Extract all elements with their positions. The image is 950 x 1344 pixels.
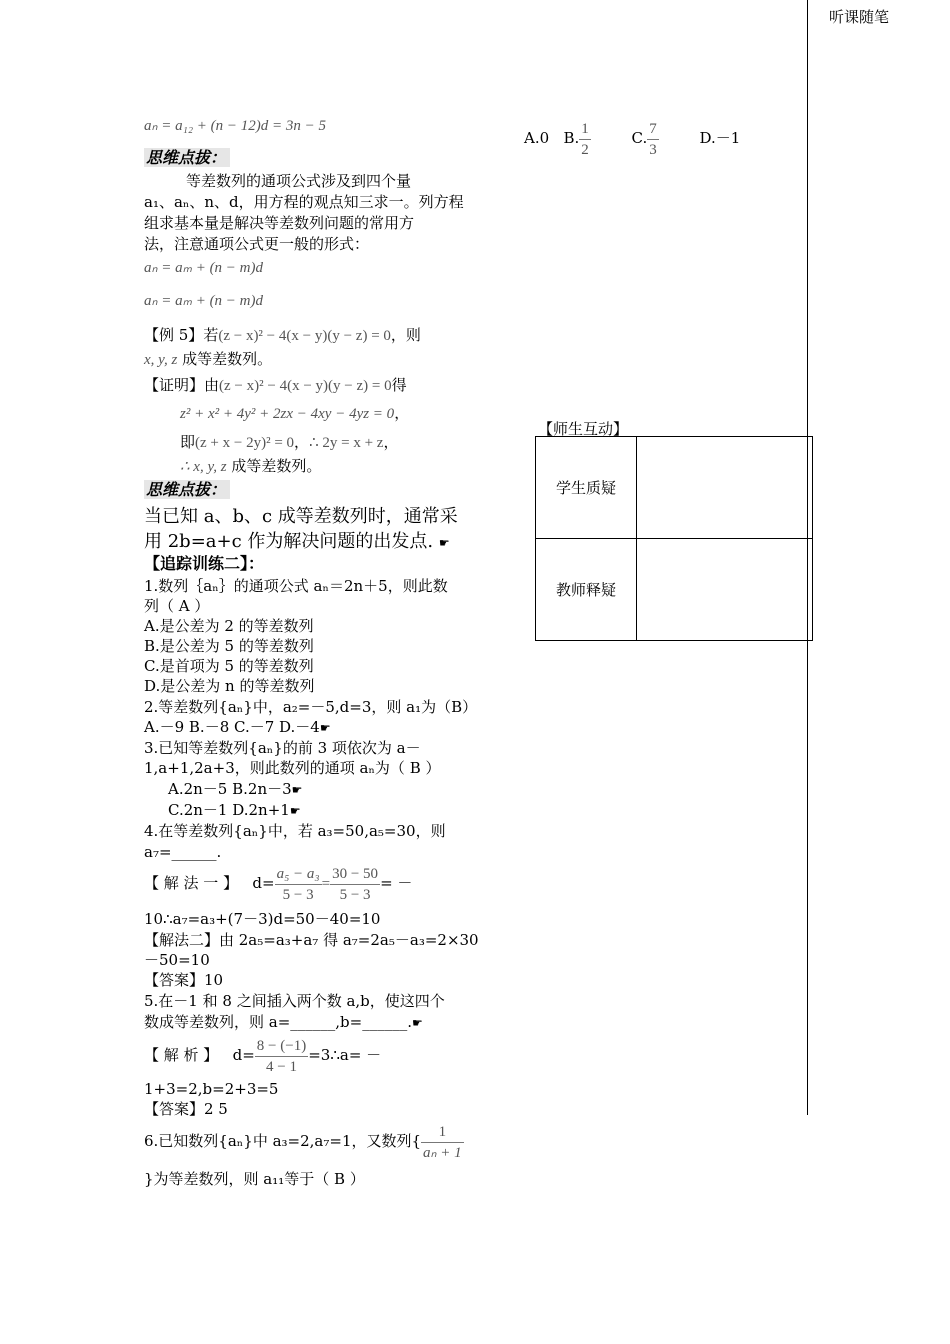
q4-solution2-line2: －50=10	[144, 951, 210, 969]
example5-vars: x, y, z	[144, 352, 178, 368]
q1-line2: 列（ A ）	[144, 597, 210, 615]
tip1-para2: a₁、aₙ、n、d，用方程的观点知三求一。列方程	[144, 193, 464, 211]
q4-solution1-row	[144, 861, 462, 906]
hand-pointer-icon: ☛	[291, 783, 303, 797]
tip1-heading-row	[144, 148, 462, 169]
proof-eq3-mid: ，	[294, 433, 310, 451]
q5-fraction-den: 4 − 1	[266, 1058, 297, 1075]
q6-option-c-num: 7	[647, 119, 659, 140]
q3-line2: 1,a+1,2a+3，则此数列的通项 aₙ为（ B ）	[144, 759, 441, 777]
q6-line1: 6.已知数列{aₙ}中 a₃=2,a₇=1，又数列{	[144, 1132, 422, 1150]
tip1-para1: 等差数列的通项公式涉及到四个量	[186, 172, 412, 190]
q3-line4: C.2n－1 D.2n+1	[168, 801, 290, 819]
tip1-heading: 思维点拔：	[144, 148, 230, 167]
proof-eq5: ∴ x, y, z	[180, 459, 227, 475]
q5-line2: 数成等差数列，则 a=______,b=______.	[144, 1013, 412, 1031]
q6-line2: }为等差数列，则 a₁₁等于（ B ）	[144, 1170, 365, 1188]
q5-line2-row	[144, 1012, 462, 1034]
q6-fraction-den: aₙ + 1	[423, 1144, 462, 1161]
proof-eq2-tail: ，	[394, 404, 410, 422]
q4-solution1-tail: = －	[380, 874, 413, 892]
q6-option-d: D.－1	[699, 129, 741, 147]
tip2-line2: 用 2b=a+c 作为解决问题的出发点.	[144, 531, 434, 552]
q5-line1: 5.在－1 和 8 之间插入两个数 a,b，使这四个	[144, 992, 445, 1010]
q4-solution1-label: 【 解 法 一 】	[144, 874, 239, 892]
q5-solution-tail: =3∴a= －	[308, 1046, 382, 1064]
proof-eq1: (z − x)² − 4(x − y)(y − z) = 0	[219, 378, 392, 394]
tip2-heading: 思维点拔：	[144, 480, 230, 499]
proof-line2	[180, 403, 465, 425]
hand-pointer-icon: ☛	[289, 804, 301, 818]
q6-options-row	[524, 116, 740, 160]
tip1-para3: 组求基本量是解决等差数列问题的常用方	[144, 214, 415, 232]
q2-line2: A.－9 B.－8 C.－7 D.－4	[144, 718, 320, 736]
interaction-title: 【师生互动】	[538, 420, 629, 438]
q5-solution-label: 【 解 析 】	[144, 1046, 219, 1064]
q4-equals: =	[321, 876, 331, 892]
q2-line2-row	[144, 717, 462, 739]
q6-option-a: A.0	[524, 129, 550, 147]
student-questions-label: 学生质疑	[536, 437, 637, 539]
proof-eq4: ∴ 2y = x + z	[309, 435, 384, 451]
q4-solution2-line1: 【解法二】由 2a₅=a₃+a₇ 得 a₇=2a₅－a₃=2×30	[144, 931, 479, 949]
q6-option-c-label: C.	[631, 129, 648, 147]
proof-text-d: 成等差数列。	[231, 457, 322, 475]
q2-line1: 2.等差数列{aₙ}中，a₂=－5,d=3，则 a₁为（B）	[144, 698, 478, 716]
q5-solution-d: d=	[232, 1046, 255, 1064]
example5-label: 【例 5】	[144, 326, 204, 344]
q6-line1-row	[144, 1119, 462, 1163]
proof-line1	[144, 375, 462, 397]
tip1-para4: 法，注意通项公式更一般的形式：	[144, 235, 370, 253]
q3-line3: A.2n－5 B.2n－3	[168, 780, 292, 798]
student-questions-cell[interactable]	[637, 437, 813, 539]
q6-option-c-fraction	[647, 119, 659, 160]
q6-option-b-fraction	[579, 119, 591, 160]
teacher-answers-label: 教师释疑	[536, 539, 637, 641]
tip1-formula1: aₙ = aₘ + (n − m)d	[144, 260, 264, 276]
q4-fraction2	[330, 864, 380, 905]
q6-option-c-den: 3	[649, 141, 657, 158]
tip2-line1: 当已知 a、b、c 成等差数列时，通常采	[144, 506, 458, 527]
proof-eq3: (z + x − 2y)² = 0	[195, 435, 295, 451]
q5-fraction-num: 8 − (−1)	[255, 1036, 308, 1057]
example5-line1	[144, 325, 462, 347]
proof-label: 【证明】	[144, 376, 205, 394]
q5-answer: 【答案】2 5	[144, 1100, 228, 1118]
tip2-heading-row	[144, 480, 462, 501]
proof-eq2: z² + x² + 4y² + 2zx − 4xy − 4yz = 0	[180, 406, 395, 422]
example5-line2	[144, 349, 462, 371]
q4-solution1-d: d=	[252, 874, 275, 892]
table-row	[536, 437, 813, 539]
q4-fraction1-num: a₅ − a₃	[275, 864, 322, 885]
q1-option-d: D.是公差为 n 的等差数列	[144, 677, 315, 695]
proof-text-c: 即	[180, 433, 196, 451]
example5-text-c: 成等差数列。	[182, 350, 273, 368]
q3-line4-row	[168, 800, 486, 822]
proof-line4	[180, 456, 465, 478]
q5-fraction	[255, 1036, 308, 1077]
example5-text-a: 若	[203, 326, 219, 344]
q5-solution-row	[144, 1033, 462, 1077]
training-heading: 【追踪训练二】：	[144, 554, 265, 573]
tip1-formula2: aₙ = aₘ + (n − m)d	[144, 293, 264, 309]
q4-line1: 4.在等差数列{aₙ}中，若 a₃=50,a₅=30，则	[144, 822, 446, 840]
q6-option-b-label: B.	[563, 129, 580, 147]
proof-text-b: 得	[391, 376, 407, 394]
interaction-table	[535, 436, 813, 641]
example5-text-b: ，则	[390, 326, 421, 344]
q4-fraction2-den: 5 − 3	[339, 886, 371, 903]
table-row	[536, 539, 813, 641]
proof-eq4-tail: ，	[383, 433, 399, 451]
q4-answer: 【答案】10	[144, 971, 224, 989]
q5-solution-line2: 1+3=2,b=2+3=5	[144, 1080, 279, 1098]
hand-pointer-icon: ☛	[412, 1016, 423, 1030]
q6-option-b-den: 2	[581, 141, 589, 158]
q4-fraction2-num: 30 − 50	[330, 864, 380, 885]
formula-top: aₙ = a₁₂ + (n − 12)d = 3n − 5	[144, 118, 327, 134]
q3-line3-row	[168, 779, 486, 801]
q4-line2: a₇=______.	[144, 843, 222, 861]
q6-fraction	[421, 1122, 464, 1163]
q4-solution1-line2: 10∴a₇=a₃+(7－3)d=50－40=10	[144, 910, 381, 928]
proof-text-a: 由	[204, 376, 220, 394]
q1-option-c: C.是首项为 5 的等差数列	[144, 657, 314, 675]
q1-option-b: B.是公差为 5 的等差数列	[144, 637, 314, 655]
q4-fraction1-den: 5 − 3	[282, 886, 314, 903]
proof-line3	[180, 432, 465, 454]
q4-fraction1	[275, 864, 322, 905]
example5-equation: (z − x)² − 4(x − y)(y − z) = 0	[218, 328, 391, 344]
side-note: 听课随笔	[829, 8, 890, 26]
q1-option-a: A.是公差为 2 的等差数列	[144, 617, 314, 635]
q3-line1: 3.已知等差数列{aₙ}的前 3 项依次为 a－	[144, 739, 421, 757]
hand-pointer-icon: ☛	[319, 721, 331, 735]
q6-option-b-num: 1	[579, 119, 591, 140]
hand-pointer-icon: ☛	[438, 536, 450, 550]
q6-fraction-num: 1	[421, 1122, 464, 1143]
tip2-line2-row	[144, 530, 462, 555]
teacher-answers-cell[interactable]	[637, 539, 813, 641]
q1-line1: 1.数列｛aₙ｝的通项公式 aₙ＝2n＋5，则此数	[144, 577, 448, 595]
